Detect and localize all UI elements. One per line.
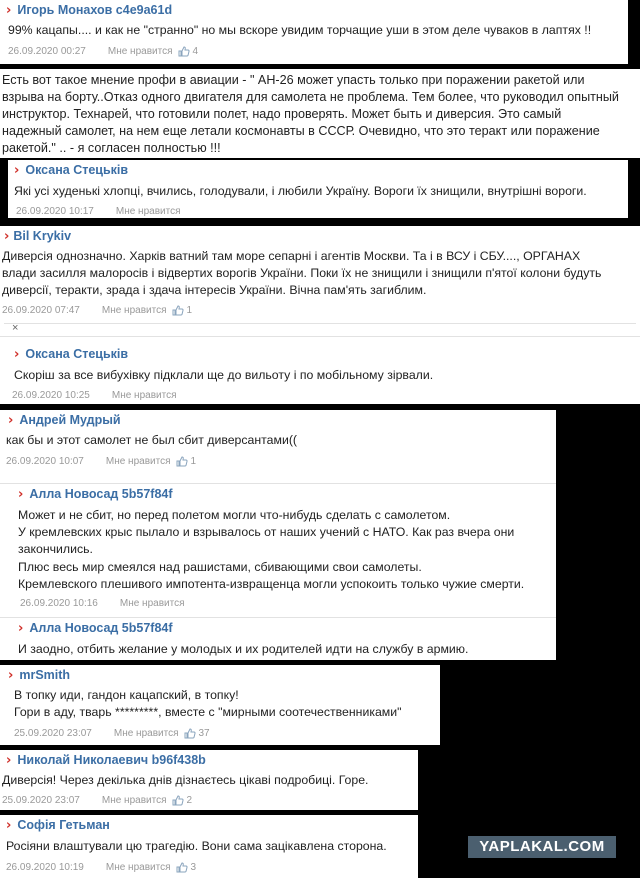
thumbs-up-icon[interactable] [172,795,184,806]
comment-meta [8,387,628,403]
comment-author[interactable]: Николай Николаевич b96f438b [17,753,206,767]
chevron-right-icon: › [8,412,14,428]
comment-author[interactable]: Оксана Стецьків [25,163,129,177]
thumbs-up-icon[interactable] [176,456,188,467]
close-icon[interactable]: × [12,322,19,334]
comment-date: 26.09.2020 10:07 [6,455,84,467]
comment-text: Росіяни влаштували цю трагедію. Вони сама зацікавлена сторона. [6,839,387,853]
chevron-right-icon: › [14,346,20,362]
like-button[interactable]: Мне нравится [101,304,167,316]
comment-date: 26.09.2020 10:25 [12,389,90,401]
comment-date: 26.09.2020 07:47 [2,304,80,316]
like-count: 1 [190,455,197,467]
thumbs-up-icon[interactable] [178,46,190,57]
chevron-right-icon: › [4,228,10,244]
comment-date: 25.09.2020 23:07 [14,727,92,739]
comment-card [0,665,440,745]
comment-card [0,0,628,64]
chevron-right-icon: › [8,667,14,683]
comment-text: Диверсія! Через декілька днів дізнаєтесь цікаві подробиці. Горе. [2,773,369,787]
comment-text: Скоріш за все вибухівку підклали ще до вильоту і по мобільному зірвали. [14,368,434,382]
comment-meta [12,595,552,611]
like-button[interactable]: Мне нравится [111,389,177,401]
comment-meta [0,43,628,59]
comment-card [0,226,640,404]
comment-header [0,410,556,430]
like-count: 4 [192,45,199,57]
site-watermark: YAPLAKAL.COM [468,836,616,858]
comment-author[interactable]: Оксана Стецьків [25,347,129,361]
comment-meta [0,792,418,808]
comment-header [8,160,628,180]
like-count: 3 [190,861,197,873]
comment-meta [0,302,640,318]
like-count: 37 [198,727,210,739]
comment-text: Может и не сбит, но перед полетом могли что-нибудь сделать с самолетом. У кремлевских крыс пылало и взрывалось от наших учений с НАТО. Как раз вчера они закончились. Плюс весь мир смеялся над рашистами, сбивающими свои самолеты. Кремлевского плешивого импотента-извращенца могли успокоить только чужие смерти. [18,508,525,591]
comment-author[interactable]: Игорь Монахов c4e9a61d [17,3,173,17]
comment-text: 99% кацапы.... и как не "странно" но мы вскоре увидим торчащие уши в этом деле чуваков в лаптях !! [8,23,592,37]
chevron-right-icon: › [14,162,20,178]
thumbs-up-icon[interactable] [184,728,196,739]
comment-date: 26.09.2020 10:19 [6,861,84,873]
comment-card [0,410,556,660]
comment-meta [0,859,418,875]
comment-header [0,0,628,20]
like-button[interactable]: Мне нравится [113,727,179,739]
comment-text: Які усі худенькі хлопці, вчились, голодували, і любили Україну. Вороги їх знищили, внутрішні вороги. [14,184,587,198]
chevron-right-icon: › [6,752,12,768]
like-button[interactable]: Мне нравится [115,205,181,217]
comment-author[interactable]: mrSmith [19,668,71,682]
comment-date: 26.09.2020 10:17 [16,205,94,217]
comment-card [8,160,628,218]
like-count: 1 [186,304,193,316]
comment-text: как бы и этот самолет не был сбит диверсантами(( [6,433,298,447]
comment-text: Есть вот такое мнение профи в авиации - " АН-26 может упасть только при поражении ракетой или взрыва на борту..Отказ одного двигателя для самолета не проблема. Тем более, что руководил опытный инструктор. Технарей, что готовили полет, надо проверять. Может быть и диверсия. Это самый надежный самолет, на нем еще летали космонавты в СССР. Очевидно, что это теракт или поражение ракетой." .. - я согласен полностью !!! [2,73,619,155]
comment-author[interactable]: Алла Новосад 5b57f84f [29,487,173,501]
comment-author[interactable]: Андрей Мудрый [19,413,121,427]
comment-header [8,344,628,364]
comment-date: 26.09.2020 00:27 [8,45,86,57]
like-button[interactable]: Мне нравится [107,45,173,57]
comment-header [0,226,640,246]
comment-author[interactable]: Bil Krykiv [13,229,72,243]
comment-meta [0,453,556,469]
comment-card [0,815,418,878]
comment-text: И заодно, отбить желание у молодых и их родителей идти на службу в армию. [18,642,469,656]
comment-card [0,69,640,158]
comment-text: Диверсія однозначно. Харків ватний там море сепарні і агентів Москви. Та і в ВСУ і СБУ...., ОРГАНАХ влади засилля малоросів і відвертих ворогів України. Поки їх не знищили і знищили п'ятої колони будуть диверсії, теракти, зрада і здача інтересів України. Вічна пам'ять загиблим. [2,249,602,297]
comment-author[interactable]: Софія Гетьман [17,818,110,832]
like-button[interactable]: Мне нравится [119,597,185,609]
thumbs-up-icon[interactable] [176,862,188,873]
comment-date: 25.09.2020 23:07 [2,794,80,806]
comment-header [0,750,418,770]
comment-header [12,618,552,638]
chevron-right-icon: › [18,620,24,636]
comment-header [0,665,440,685]
comment-date: 26.09.2020 10:16 [20,597,98,609]
chevron-right-icon: › [6,817,12,833]
chevron-right-icon: › [18,486,24,502]
like-button[interactable]: Мне нравится [105,861,171,873]
like-button[interactable]: Мне нравится [101,794,167,806]
comment-header [0,815,418,835]
comment-text: В топку иди, гандон кацапский, в топку! Гори в аду, тварь *********, вместе с "мирными соотечественниками" [14,688,402,719]
comment-meta [8,203,628,218]
comment-header [12,484,552,504]
comment-meta [0,725,440,741]
like-button[interactable]: Мне нравится [105,455,171,467]
comment-author[interactable]: Алла Новосад 5b57f84f [29,621,173,635]
chevron-right-icon: › [6,2,12,18]
like-count: 2 [186,794,193,806]
comment-card [0,750,418,810]
thumbs-up-icon[interactable] [172,305,184,316]
